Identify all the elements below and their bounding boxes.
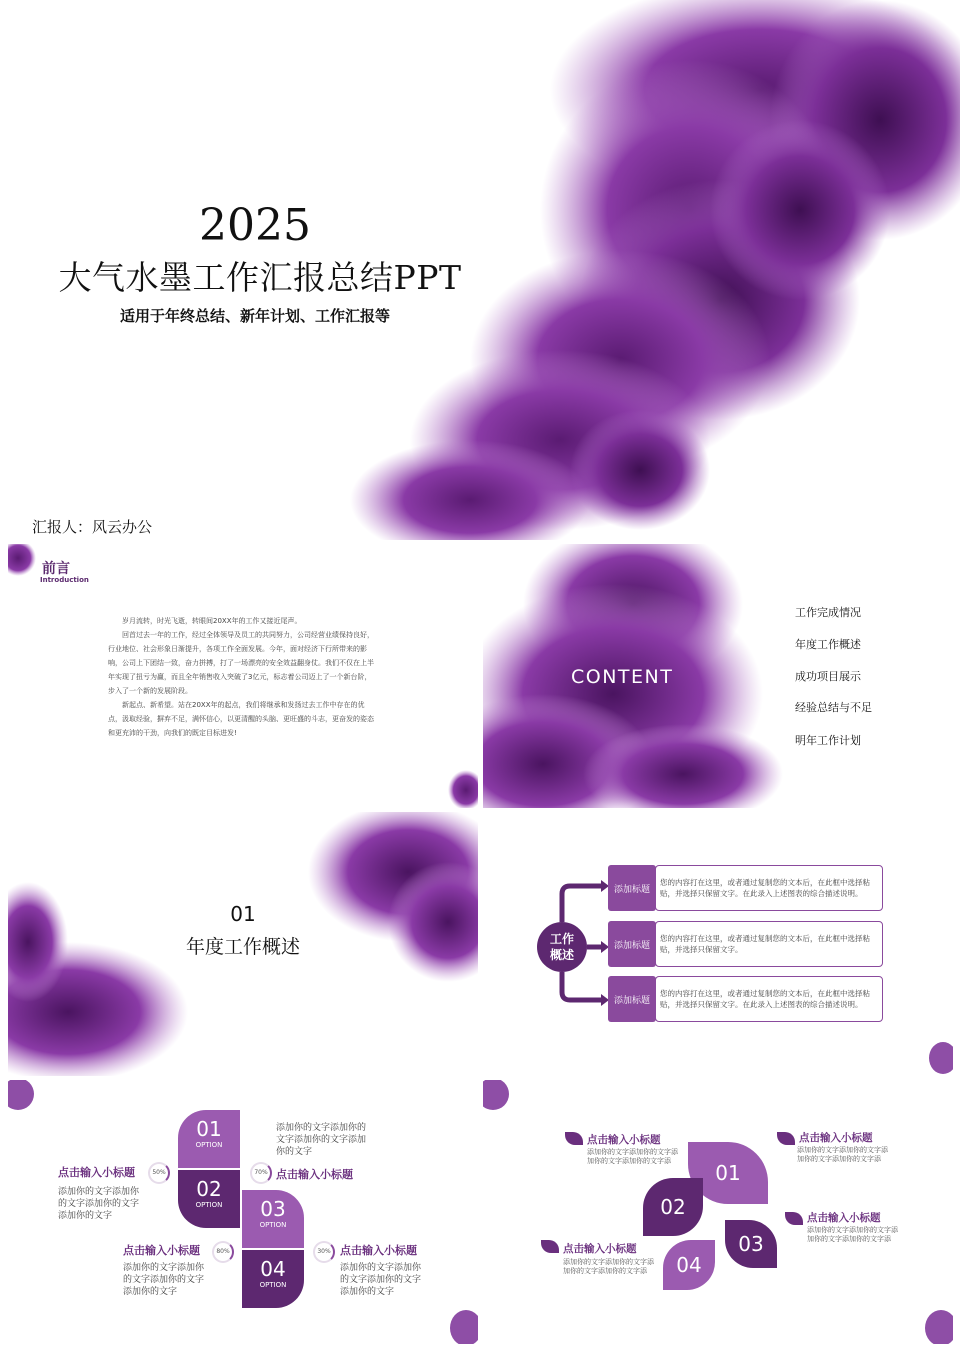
option-percent-ring: 70% xyxy=(250,1162,272,1184)
overview-tag[interactable]: 添加标题 xyxy=(608,865,656,911)
intro-body xyxy=(108,614,378,740)
content-ink-image xyxy=(483,544,953,808)
section-slide[interactable] xyxy=(8,812,478,1076)
leaf-text: 添加你的文字添加你的文字添加你的文字添加你的文字添 xyxy=(797,1146,888,1163)
option-label: OPTION xyxy=(259,1221,287,1229)
cover-year: 2025 xyxy=(199,200,311,251)
overview-tag[interactable]: 添加标题 xyxy=(608,921,656,967)
leaf-shape[interactable]: 02 xyxy=(643,1178,703,1236)
leaves-slide[interactable] xyxy=(483,1080,953,1344)
option-heading: 点击输入小标题 xyxy=(276,1168,353,1181)
leaf-shape[interactable]: 04 xyxy=(663,1240,715,1290)
option-tile[interactable] xyxy=(178,1170,240,1228)
option-tile[interactable] xyxy=(178,1110,240,1168)
content-item[interactable]: 经验总结与不足 xyxy=(795,701,872,714)
option-label: OPTION xyxy=(195,1201,223,1209)
option-text: 添加你的文字添加你的文字添加你的文字添加你的文字 xyxy=(123,1263,205,1297)
leaf-text: 添加你的文字添加你的文字添加你的文字添加你的文字添 xyxy=(563,1258,654,1275)
option-tile[interactable] xyxy=(242,1250,304,1308)
intro-slide[interactable] xyxy=(8,544,478,808)
intro-paragraph: 回首过去一年的工作，经过全体领导及员工的共同努力，公司经营业绩保持良好，行业地位、社会形象日渐提升，各项工作全面发展。今年，面对经济下行所带来的影响，公司上下团结一致，奋力拼搏，打了一场漂亮的安全效益翻身仗。我们不仅在上半年实现了扭亏为赢，而且全年销售收入突破了3亿元，标志着公司迈上了一个新台阶，步入了一个新的发展阶段。 xyxy=(108,631,374,695)
option-heading: 点击输入小标题 xyxy=(58,1166,135,1179)
corner-ink-image xyxy=(483,1080,953,1344)
cover-title: 大气水墨工作汇报总结PPT xyxy=(58,258,462,297)
overview-slide[interactable] xyxy=(483,812,953,1076)
content-item[interactable]: 年度工作概述 xyxy=(795,638,861,651)
content-heading: CONTENT xyxy=(571,666,674,688)
overview-hub-line: 概述 xyxy=(549,948,574,962)
option-percent-ring: 80% xyxy=(212,1241,234,1263)
leaf-shape[interactable]: 03 xyxy=(725,1220,777,1268)
option-percent-ring: 30% xyxy=(313,1241,335,1263)
intro-paragraph: 新起点、新希望。站在20XX年的起点，我们将继承和发扬过去工作中存在的优点，汲取经验，摒弃不足，满怀信心，以更清醒的头脑、更旺盛的斗志，更奋发的姿态和更充沛的干劲，向我们的既定目标进发! xyxy=(108,701,374,737)
intro-title-en: Introduction xyxy=(40,576,89,584)
option-number: 03 xyxy=(260,1197,286,1221)
option-text: 添加你的文字添加你的文字添加你的文字添加你的文字 xyxy=(340,1263,422,1297)
overview-hub xyxy=(537,922,587,972)
option-text: 添加你的文字添加你的文字添加你的文字添加你的文字 xyxy=(276,1123,367,1157)
option-text: 添加你的文字添加你的文字添加你的文字添加你的文字 xyxy=(58,1187,140,1221)
option-number: 01 xyxy=(196,1117,222,1141)
overview-text-box[interactable]: 您的内容打在这里，或者通过复制您的文本后，在此框中选择粘贴，并选择只保留文字。 xyxy=(655,921,883,967)
content-item[interactable]: 明年工作计划 xyxy=(795,734,861,747)
option-number: 04 xyxy=(260,1257,286,1281)
overview-tag[interactable]: 添加标题 xyxy=(608,976,656,1022)
intro-paragraph: 岁月流转，时光飞逝，转眼间20XX年的工作又接近尾声。 xyxy=(122,617,302,625)
cover-slide[interactable] xyxy=(0,0,960,540)
section-title: 年度工作概述 xyxy=(185,936,300,958)
content-slide[interactable] xyxy=(483,544,953,808)
leaf-text: 添加你的文字添加你的文字添加你的文字添加你的文字添 xyxy=(587,1148,678,1165)
option-tile[interactable] xyxy=(242,1190,304,1248)
leaf-heading: 点击输入小标题 xyxy=(807,1212,881,1224)
leaf-heading: 点击输入小标题 xyxy=(587,1134,661,1146)
option-heading: 点击输入小标题 xyxy=(123,1244,200,1257)
leaf-heading: 点击输入小标题 xyxy=(563,1243,637,1255)
overview-text-box[interactable]: 您的内容打在这里，或者通过复制您的文本后，在此框中选择粘贴，并选择只保留文字。在此录入上述图表的综合描述说明。 xyxy=(655,976,883,1022)
intro-title: 前言 xyxy=(42,561,70,577)
cover-subtitle: 适用于年终总结、新年计划、工作汇报等 xyxy=(119,307,390,325)
content-item[interactable]: 工作完成情况 xyxy=(795,606,861,619)
option-number: 02 xyxy=(196,1177,222,1201)
options-slide[interactable] xyxy=(8,1080,478,1344)
option-label: OPTION xyxy=(195,1141,223,1149)
overview-hub-line: 工作 xyxy=(549,932,574,946)
cover-reporter: 汇报人：风云办公 xyxy=(32,518,153,536)
leaf-shape[interactable]: 01 xyxy=(688,1142,768,1204)
option-heading: 点击输入小标题 xyxy=(340,1244,417,1257)
content-item[interactable]: 成功项目展示 xyxy=(795,670,861,683)
leaf-heading: 点击输入小标题 xyxy=(799,1132,873,1144)
option-percent-ring: 50% xyxy=(148,1162,170,1184)
section-number: 01 xyxy=(230,902,256,926)
overview-text-box[interactable]: 您的内容打在这里，或者通过复制您的文本后，在此框中选择粘贴，并选择只保留文字。在此录入上述图表的综合描述说明。 xyxy=(655,865,883,911)
leaf-text: 添加你的文字添加你的文字添加你的文字添加你的文字添 xyxy=(807,1226,898,1243)
option-label: OPTION xyxy=(259,1281,287,1289)
